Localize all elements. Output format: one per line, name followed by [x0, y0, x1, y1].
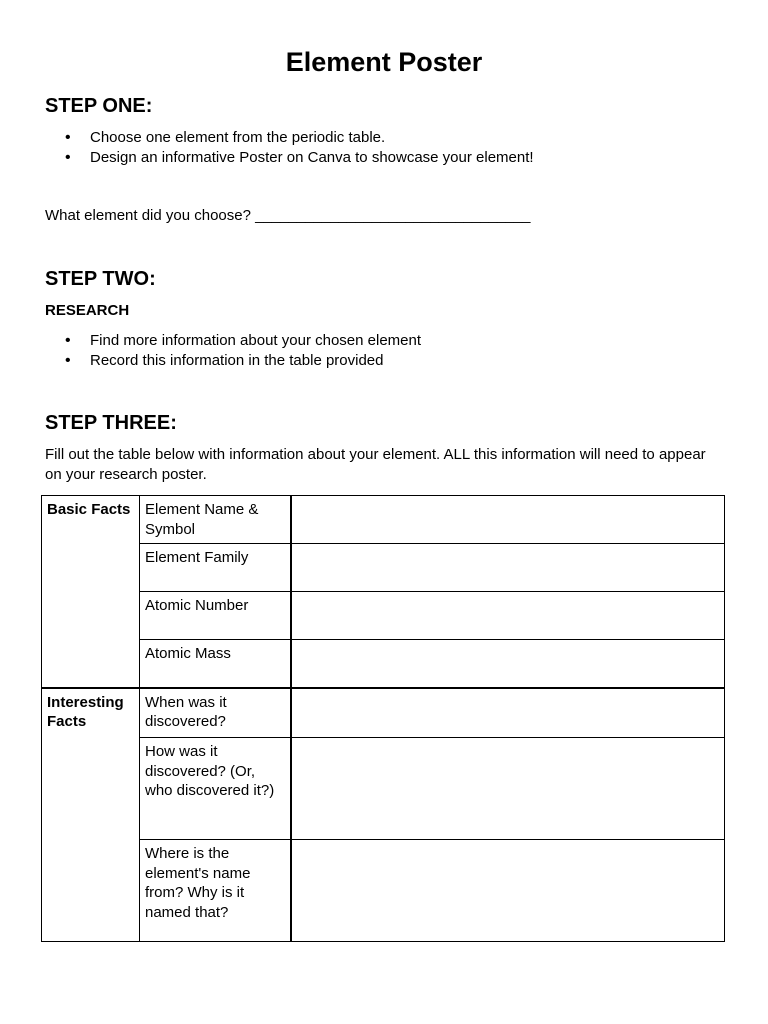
- research-table: [41, 495, 725, 942]
- table-row: [42, 496, 725, 544]
- field-label: Element Name & Symbol: [140, 496, 291, 544]
- answer-cell[interactable]: [291, 544, 725, 592]
- table-row: [42, 640, 725, 688]
- page-title: Element Poster: [285, 47, 483, 77]
- list-item: • Design an informative Poster on Canva to showcase your element!: [45, 148, 534, 168]
- element-choice-question: What element did you choose? _________________________________: [45, 207, 531, 224]
- answer-cell[interactable]: [291, 496, 725, 544]
- answer-cell[interactable]: [291, 688, 725, 738]
- field-label: Element Family: [140, 544, 291, 592]
- field-label: Where is the element's name from? Why is it named that?: [140, 840, 291, 942]
- answer-cell[interactable]: [291, 592, 725, 640]
- table-row: [42, 840, 725, 942]
- answer-cell[interactable]: [291, 840, 725, 942]
- category-basic-facts: Basic Facts: [42, 496, 140, 688]
- table-row: [42, 592, 725, 640]
- answer-cell[interactable]: [291, 738, 725, 840]
- field-label: How was it discovered? (Or, who discovered it?): [140, 738, 291, 840]
- answer-cell[interactable]: [291, 640, 725, 688]
- table-row: [42, 544, 725, 592]
- step-two-heading: STEP TWO:: [45, 268, 156, 290]
- step-two-bullet-list: [45, 331, 421, 371]
- list-item: • Choose one element from the periodic table.: [45, 128, 534, 148]
- field-label: Atomic Number: [140, 592, 291, 640]
- research-subheading: RESEARCH: [45, 302, 130, 319]
- list-item: • Find more information about your chosen element: [45, 331, 421, 351]
- step-three-instructions: Fill out the table below with information about your element. ALL this information will need to appear on your research poster.: [45, 446, 706, 483]
- step-one-heading: STEP ONE:: [45, 95, 153, 117]
- step-one-bullet-list: [45, 128, 534, 168]
- field-label: Atomic Mass: [140, 640, 291, 688]
- list-item: • Record this information in the table provided: [45, 351, 421, 371]
- table-row: [42, 738, 725, 840]
- step-three-heading: STEP THREE:: [45, 412, 177, 434]
- category-interesting-facts: Interesting Facts: [42, 688, 140, 942]
- table-row: [42, 688, 725, 738]
- field-label: When was it discovered?: [140, 688, 291, 738]
